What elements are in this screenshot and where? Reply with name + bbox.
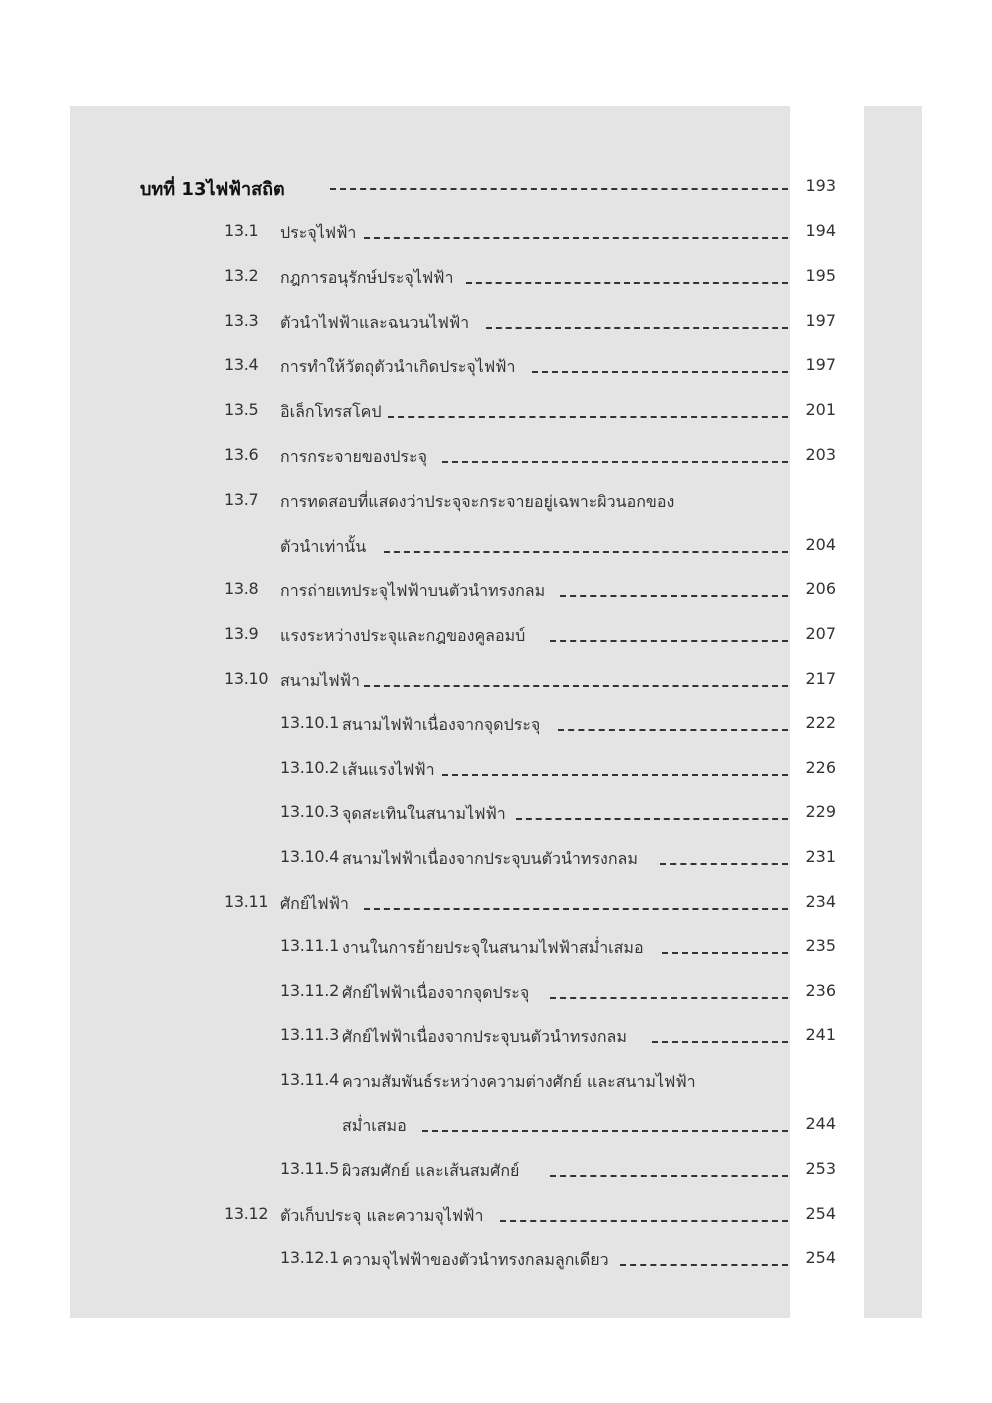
entry-page-number: 207 [805, 624, 836, 643]
entry-title: สนามไฟฟ้าเนื่องจากประจุบนตัวนำทรงกลม [342, 849, 638, 868]
entry-number: 13.11.2 [280, 981, 339, 1000]
entry-title-continued: สม่ำเสมอ [342, 1116, 407, 1135]
entry-number: 13.10.2 [280, 758, 339, 777]
entry-number: 13.11.3 [280, 1025, 339, 1044]
entry-number: 13.6 [224, 445, 259, 464]
entry-title: ประจุไฟฟ้า [280, 223, 357, 242]
entry-number: 13.10.3 [280, 802, 339, 821]
entry-page-number: 226 [805, 758, 836, 777]
leader-dots [550, 640, 788, 642]
leader-dots [486, 327, 788, 329]
leader-dots [364, 908, 788, 910]
entry-title: จุดสะเทินในสนามไฟฟ้า [342, 804, 506, 823]
entry-page-number: 203 [805, 445, 836, 464]
leader-dots [652, 1041, 788, 1043]
leader-dots [384, 551, 788, 553]
leader-dots [442, 774, 788, 776]
entry-title: การทดสอบที่แสดงว่าประจุจะกระจายอยู่เฉพาะผิวนอกของ [280, 492, 675, 511]
entry-page-number: 201 [805, 400, 836, 419]
leader-dots [558, 729, 788, 731]
entry-title: ศักย์ไฟฟ้าเนื่องจากจุดประจุ [342, 983, 530, 1002]
entry-number: 13.9 [224, 624, 259, 643]
entry-title: การถ่ายเทประจุไฟฟ้าบนตัวนำทรงกลม [280, 581, 546, 600]
leader-dots [364, 685, 788, 687]
entry-page-number: 217 [805, 669, 836, 688]
entry-page-number: 222 [805, 713, 836, 732]
entry-number: 13.11.4 [280, 1070, 339, 1089]
entry-title: เส้นแรงไฟฟ้า [342, 760, 435, 779]
entry-title: การทำให้วัตถุตัวนำเกิดประจุไฟฟ้า [280, 357, 516, 376]
entry-page-number: 204 [805, 535, 836, 554]
entry-number: 13.3 [224, 311, 259, 330]
entry-page-number: 235 [805, 936, 836, 955]
entry-number: 13.10 [224, 669, 269, 688]
entry-page-number: 254 [805, 1204, 836, 1223]
entry-number: 13.11.1 [280, 936, 339, 955]
entry-title: ความสัมพันธ์ระหว่างความต่างศักย์ และสนามไฟฟ้า [342, 1072, 696, 1091]
entry-title: แรงระหว่างประจุและกฎของคูลอมบ์ [280, 626, 526, 645]
entry-page-number: 231 [805, 847, 836, 866]
entry-number: 13.10.1 [280, 713, 339, 732]
entry-number: 13.4 [224, 355, 259, 374]
entry-number: 13.1 [224, 221, 259, 240]
entry-page-number: 229 [805, 802, 836, 821]
entry-title: สนามไฟฟ้าเนื่องจากจุดประจุ [342, 715, 541, 734]
entry-title: ตัวนำไฟฟ้าและฉนวนไฟฟ้า [280, 313, 470, 332]
entry-number: 13.7 [224, 490, 259, 509]
entry-number: 13.10.4 [280, 847, 339, 866]
entry-title: ผิวสมศักย์ และเส้นสมศักย์ [342, 1161, 520, 1180]
entry-title: ความจุไฟฟ้าของตัวนำทรงกลมลูกเดียว [342, 1250, 609, 1269]
entry-page-number: 195 [805, 266, 836, 285]
entry-title: สนามไฟฟ้า [280, 671, 360, 690]
entry-page-number: 236 [805, 981, 836, 1000]
entry-number: 13.8 [224, 579, 259, 598]
leader-dots [422, 1130, 788, 1132]
entry-number: 13.11.5 [280, 1159, 339, 1178]
entry-title: งานในการย้ายประจุในสนามไฟฟ้าสม่ำเสมอ [342, 938, 644, 957]
entry-number: 13.5 [224, 400, 259, 419]
entry-page-number: 197 [805, 311, 836, 330]
entry-number: 13.12 [224, 1204, 269, 1223]
leader-dots [620, 1264, 788, 1266]
leader-dots [330, 188, 788, 190]
chapter-page-number: 193 [805, 176, 836, 195]
entry-page-number: 244 [805, 1114, 836, 1133]
leader-dots [388, 416, 788, 418]
entry-page-number: 197 [805, 355, 836, 374]
leader-dots [466, 282, 788, 284]
entry-number: 13.11 [224, 892, 269, 911]
entry-title: อิเล็กโทรสโคป [280, 402, 382, 421]
entry-page-number: 194 [805, 221, 836, 240]
entry-title-continued: ตัวนำเท่านั้น [280, 537, 367, 556]
entry-title: ศักย์ไฟฟ้าเนื่องจากประจุบนตัวนำทรงกลม [342, 1027, 627, 1046]
entry-page-number: 241 [805, 1025, 836, 1044]
leader-dots [560, 595, 788, 597]
entry-title: การกระจายของประจุ [280, 447, 427, 466]
entry-page-number: 253 [805, 1159, 836, 1178]
leader-dots [516, 818, 788, 820]
leader-dots [662, 952, 788, 954]
chapter-title: บทที่ 13ไฟฟ้าสถิต [140, 179, 285, 200]
entry-page-number: 234 [805, 892, 836, 911]
entry-page-number: 206 [805, 579, 836, 598]
entry-page-number: 254 [805, 1248, 836, 1267]
leader-dots [500, 1220, 788, 1222]
entry-number: 13.2 [224, 266, 259, 285]
leader-dots [550, 1175, 788, 1177]
leader-dots [550, 997, 788, 999]
entry-title: ตัวเก็บประจุ และความจุไฟฟ้า [280, 1206, 484, 1225]
leader-dots [532, 371, 788, 373]
leader-dots [660, 863, 788, 865]
leader-dots [364, 237, 788, 239]
entry-number: 13.12.1 [280, 1248, 339, 1267]
entry-title: กฎการอนุรักษ์ประจุไฟฟ้า [280, 268, 454, 287]
leader-dots [442, 461, 788, 463]
entry-title: ศักย์ไฟฟ้า [280, 894, 349, 913]
